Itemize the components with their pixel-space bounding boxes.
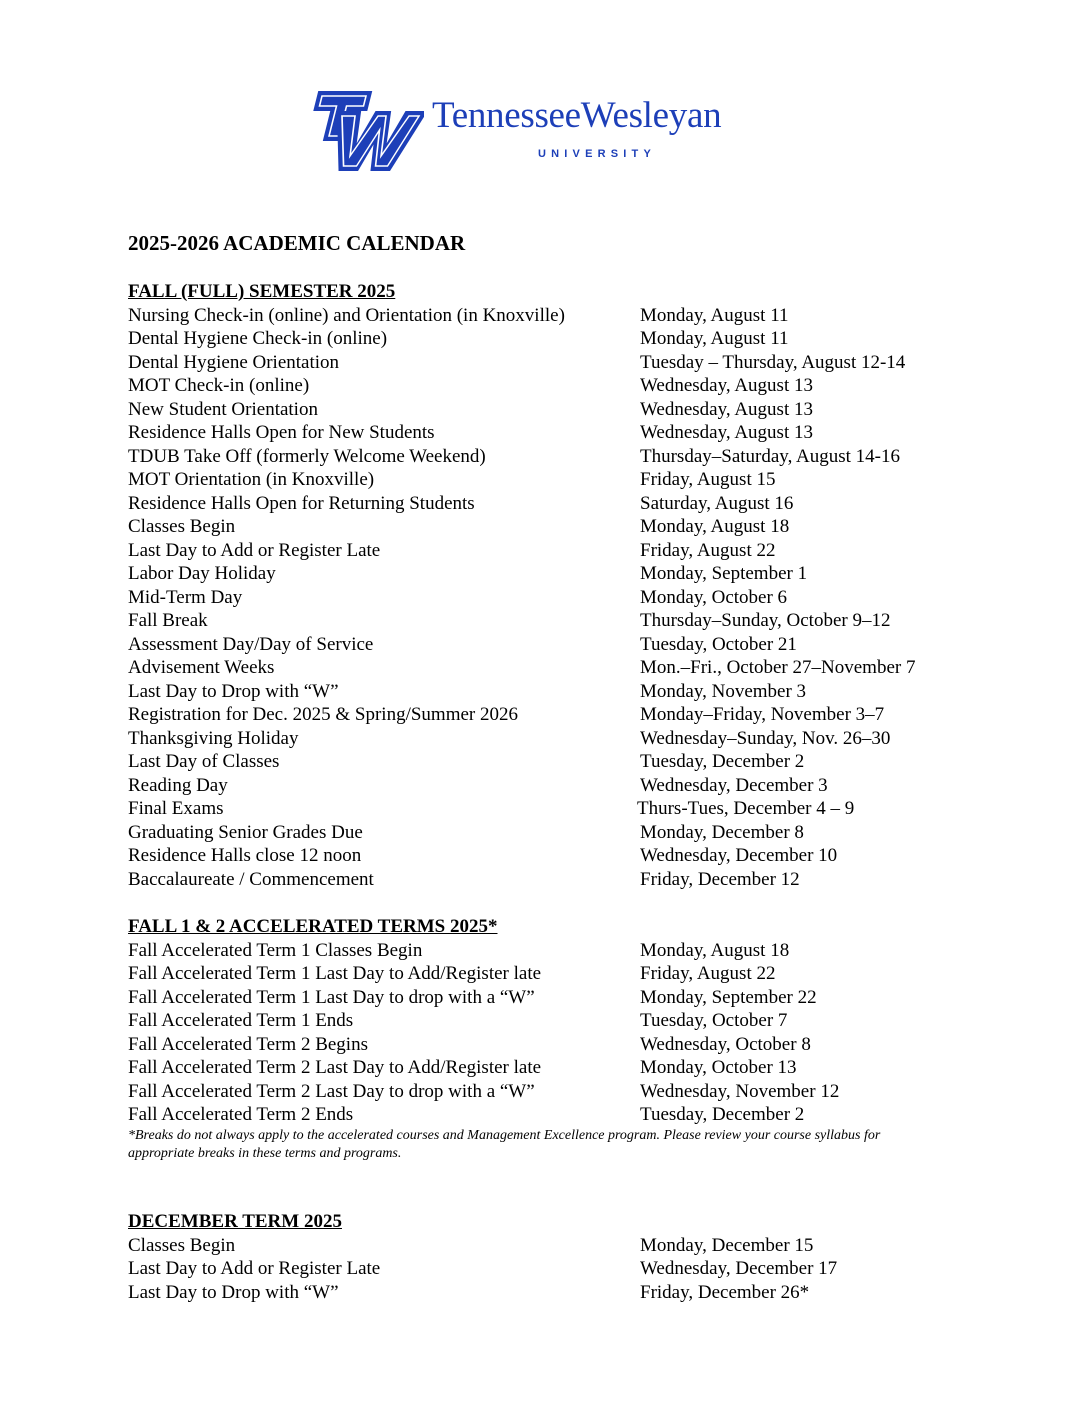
calendar-row	[128, 327, 988, 351]
december-term-list	[128, 1234, 988, 1305]
calendar-row	[128, 468, 988, 492]
calendar-row	[128, 986, 988, 1010]
event-name: Last Day to Drop with “W”	[128, 1281, 339, 1303]
accelerated-terms-list	[128, 939, 988, 1127]
event-name: Fall Accelerated Term 1 Last Day to Add/Register late	[128, 963, 542, 984]
fall-semester-list	[128, 304, 988, 892]
calendar-row	[128, 844, 988, 868]
calendar-row	[128, 609, 988, 633]
event-date: Monday, August 11	[640, 304, 789, 326]
calendar-row	[128, 939, 988, 963]
event-date: Wednesday, August 13	[640, 375, 813, 396]
event-date: Friday, December 12	[640, 868, 800, 890]
calendar-row	[128, 750, 988, 774]
event-name: MOT Orientation (in Knoxville)	[128, 469, 375, 490]
event-date: Monday, October 13	[640, 1057, 797, 1078]
event-date: Tuesday, October 21	[640, 633, 797, 655]
calendar-row	[128, 445, 988, 469]
event-date: Monday–Friday, November 3–7	[640, 704, 885, 725]
calendar-row	[128, 421, 988, 445]
event-name: Fall Accelerated Term 2 Ends	[128, 1104, 354, 1125]
calendar-row	[128, 1281, 988, 1305]
calendar-row	[128, 868, 988, 892]
event-date: Friday, August 15	[640, 469, 776, 490]
calendar-row	[128, 962, 988, 986]
accelerated-terms-section	[128, 915, 988, 1163]
event-name: Nursing Check-in (online) and Orientation (in Knoxville)	[128, 304, 565, 326]
calendar-row	[128, 1080, 988, 1104]
section-heading: FALL (FULL) SEMESTER 2025	[128, 281, 396, 302]
event-name: Last Day of Classes	[128, 751, 280, 772]
event-name: Last Day to Add or Register Late	[128, 1258, 381, 1279]
event-name: Last Day to Add or Register Late	[128, 539, 381, 561]
calendar-row	[128, 492, 988, 516]
event-date: Wednesday–Sunday, Nov. 26–30	[640, 727, 891, 749]
event-date: Wednesday, October 8	[640, 1033, 811, 1055]
event-name: Residence Halls Open for Returning Students	[128, 492, 475, 514]
calendar-row	[128, 1103, 988, 1127]
calendar-row	[128, 727, 988, 751]
event-name: Residence Halls Open for New Students	[128, 422, 435, 443]
event-date: Monday, August 11	[640, 328, 789, 349]
calendar-row	[128, 1257, 988, 1281]
december-term-section	[128, 1210, 988, 1304]
event-name: Fall Accelerated Term 1 Classes Begin	[128, 939, 423, 961]
calendar-row	[128, 821, 988, 845]
event-date: Wednesday, August 13	[640, 398, 813, 420]
event-name: Baccalaureate / Commencement	[128, 868, 374, 890]
calendar-row	[128, 1234, 988, 1258]
event-date: Thursday–Sunday, October 9–12	[640, 610, 891, 631]
event-name: Residence Halls close 12 noon	[128, 845, 362, 866]
event-name: New Student Orientation	[128, 398, 318, 420]
event-date: Thursday–Saturday, August 14-16	[640, 445, 900, 467]
event-date: Tuesday, October 7	[640, 1010, 788, 1031]
calendar-row	[128, 797, 988, 821]
calendar-row	[128, 398, 988, 422]
calendar-row	[128, 703, 988, 727]
calendar-row	[128, 351, 988, 375]
event-name: Fall Accelerated Term 1 Ends	[128, 1010, 354, 1031]
university-logo	[306, 88, 786, 174]
event-name: Fall Accelerated Term 2 Last Day to drop with a “W”	[128, 1080, 535, 1102]
calendar-row	[128, 304, 988, 328]
event-date: Monday, October 6	[640, 586, 788, 608]
section-heading: DECEMBER TERM 2025	[128, 1211, 342, 1232]
event-name: Fall Accelerated Term 1 Last Day to drop with a “W”	[128, 986, 535, 1008]
event-date: Monday, September 1	[640, 563, 808, 584]
calendar-row	[128, 774, 988, 798]
event-name: Thanksgiving Holiday	[128, 727, 299, 749]
event-date: Monday, August 18	[640, 516, 790, 537]
event-name: Mid-Term Day	[128, 586, 243, 608]
event-name: Registration for Dec. 2025 & Spring/Summer 2026	[128, 704, 518, 725]
event-date: Tuesday, December 2	[640, 751, 805, 772]
event-date: Friday, December 26*	[640, 1281, 810, 1303]
event-name: Fall Accelerated Term 2 Begins	[128, 1033, 368, 1055]
fall-semester-section	[128, 280, 988, 891]
event-name: Fall Accelerated Term 2 Last Day to Add/Register late	[128, 1057, 542, 1078]
tw-monogram-icon	[306, 88, 424, 172]
event-name: Classes Begin	[128, 516, 236, 537]
event-name: Graduating Senior Grades Due	[128, 821, 363, 843]
event-date: Wednesday, December 17	[640, 1258, 838, 1279]
event-name: Dental Hygiene Check-in (online)	[128, 328, 388, 349]
event-name: Reading Day	[128, 774, 228, 796]
event-date: Friday, August 22	[640, 963, 776, 984]
event-date: Tuesday, December 2	[640, 1104, 805, 1125]
logo-subtitle: UNIVERSITY	[538, 148, 657, 160]
footnote: *Breaks do not always apply to the accelerated courses and Management Excellence program. Please review your course syllabus for appropriate breaks in these terms and programs.	[128, 1127, 881, 1161]
calendar-row	[128, 633, 988, 657]
event-date: Wednesday, December 10	[640, 845, 838, 866]
calendar-row	[128, 586, 988, 610]
event-name: Classes Begin	[128, 1234, 236, 1256]
event-name: Fall Break	[128, 610, 208, 631]
event-name: Advisement Weeks	[128, 657, 275, 678]
event-date: Monday, September 22	[640, 986, 817, 1008]
calendar-row	[128, 539, 988, 563]
logo-wordmark: TennesseeWesleyan	[432, 95, 722, 136]
event-name: MOT Check-in (online)	[128, 375, 310, 396]
event-date: Thurs-Tues, December 4 – 9	[637, 798, 855, 819]
event-name: Assessment Day/Day of Service	[128, 633, 374, 655]
event-date: Wednesday, August 13	[640, 422, 813, 443]
page-title: 2025-2026 ACADEMIC CALENDAR	[128, 231, 466, 255]
event-date: Monday, November 3	[640, 680, 807, 702]
event-date: Friday, August 22	[640, 539, 776, 561]
event-name: Labor Day Holiday	[128, 563, 276, 584]
event-name: TDUB Take Off (formerly Welcome Weekend)	[128, 445, 486, 467]
event-date: Monday, December 15	[640, 1234, 814, 1256]
event-name: Final Exams	[128, 798, 224, 819]
event-date: Saturday, August 16	[640, 492, 794, 514]
event-name: Last Day to Drop with “W”	[128, 680, 339, 702]
calendar-row	[128, 562, 988, 586]
calendar-row	[128, 1056, 988, 1080]
calendar-row	[128, 1009, 988, 1033]
event-date: Mon.–Fri., October 27–November 7	[640, 657, 916, 678]
calendar-row	[128, 1033, 988, 1057]
event-date: Wednesday, November 12	[640, 1080, 840, 1102]
section-heading: FALL 1 & 2 ACCELERATED TERMS 2025*	[128, 916, 498, 937]
event-date: Monday, August 18	[640, 939, 790, 961]
event-date: Tuesday – Thursday, August 12-14	[640, 351, 906, 373]
event-date: Wednesday, December 3	[640, 774, 828, 796]
calendar-row	[128, 515, 988, 539]
event-date: Monday, December 8	[640, 821, 804, 843]
calendar-row	[128, 656, 988, 680]
event-name: Dental Hygiene Orientation	[128, 351, 340, 373]
calendar-row	[128, 680, 988, 704]
calendar-row	[128, 374, 988, 398]
